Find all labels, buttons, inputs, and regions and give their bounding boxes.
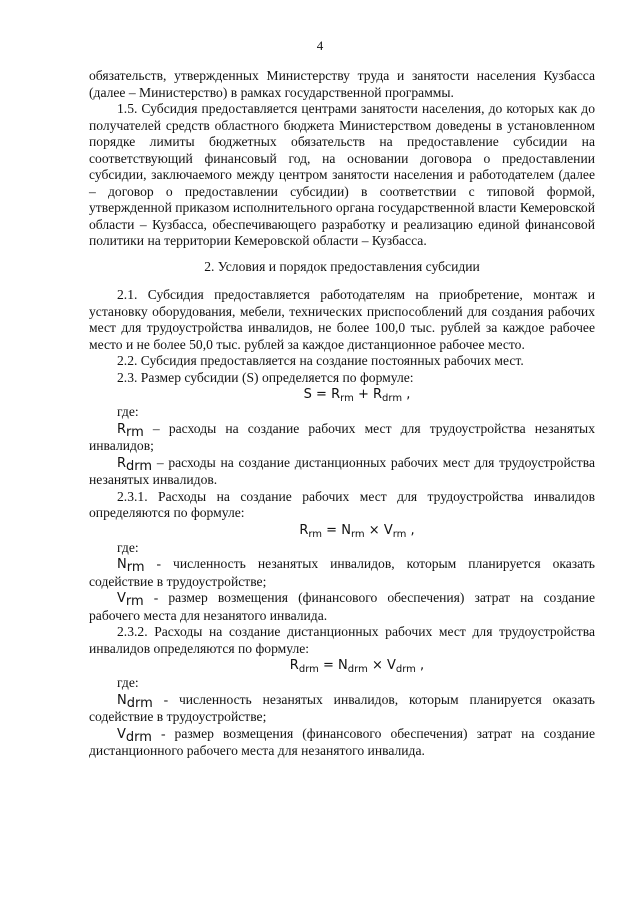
definition-vrm: $V_{rm}$ - размер возмещения (финансового обеспечения) затрат на создание рабочего места для незанятого инвалида. [89, 590, 595, 623]
formula-rrm: $R_{rm} = N_{rm} \times V_{rm}$ , [299, 522, 415, 540]
definition-rrm: $R_{rm}$ – расходы на создание рабочих мест для трудоустройства незанятых инвалидов; [89, 420, 595, 453]
where-label-3: где: [117, 675, 139, 690]
paragraph-2-3-2: 2.3.2. Расходы на создание дистанционных рабочих мест для трудоустройства инвалидов определяются по формуле: [89, 624, 595, 656]
where-label-1: где: [117, 404, 139, 419]
paragraph-intro: обязательств, утвержденных Министерству труда и занятости населения Кузбасса (далее – Министерство) в рамках государственной программы. [89, 68, 595, 100]
definition-vdrm: $V_{drm}$ - размер возмещения (финансового обеспечения) затрат на создание дистанционного рабочего места для незанятого инвалида. [89, 725, 595, 758]
definition-nrm: $N_{rm}$ - численность незанятых инвалидов, которым планируется оказать содействие в трудоустройстве; [89, 556, 595, 589]
definition-ndrm: $N_{drm}$ - численность незанятых инвалидов, которым планируется оказать содействие в трудоустройстве; [89, 691, 595, 724]
paragraph-2-1: 2.1. Субсидия предоставляется работодателям на приобретение, монтаж и установку оборудования, мебели, технических приспособлений для создания рабочих мест для трудоустройства инвалидов, не более 100,0 тыс. рублей за каждое рабочее место и не более 50,0 тыс. рублей за каждое дистанционное рабочее место. [89, 287, 595, 352]
section-heading-2: 2. Условия и порядок предоставления субсидии [204, 258, 480, 274]
formula-rdrm: $R_{drm} = N_{drm} \times V_{drm}$ , [289, 658, 425, 675]
page-number: 4 [316, 38, 324, 53]
where-label-2: где: [117, 539, 139, 555]
paragraph-2-2: 2.2. Субсидия предоставляется на создание постоянных рабочих мест. [117, 353, 524, 368]
definition-rdrm: $R_{drm}$ – расходы на создание дистанционных рабочих мест для трудоустройства незанятых инвалидов. [89, 454, 595, 487]
paragraph-2-3-1: 2.3.1. Расходы на создание рабочих мест для трудоустройства инвалидов определяются по формуле: [89, 488, 595, 520]
formula-s: $S = R_{rm} + R_{drm}$ , [303, 387, 411, 404]
document-body [89, 68, 595, 760]
paragraph-1-5: 1.5. Субсидия предоставляется центрами занятости населения, до которых как до получателей средств областного бюджета Министерством доведены в установленном порядке лимиты бюджетных обязательств на предоставление субсидии на соответствующий финансовый год, на основании договора о предоставлении субсидии, заключаемого между центром занятости населения и работодателем (далее – договор о предоставлении субсидии) в соответствии с типовой формой, утвержденной приказом исполнительного органа государственной власти Кемеровской области – Кузбасса, обеспечивающего разработку и реализацию единой финансовой политики на территории Кемеровской области – Кузбасса. [89, 101, 595, 248]
paragraph-2-3: 2.3. Размер субсидии (S) определяется по формуле: [117, 369, 414, 385]
